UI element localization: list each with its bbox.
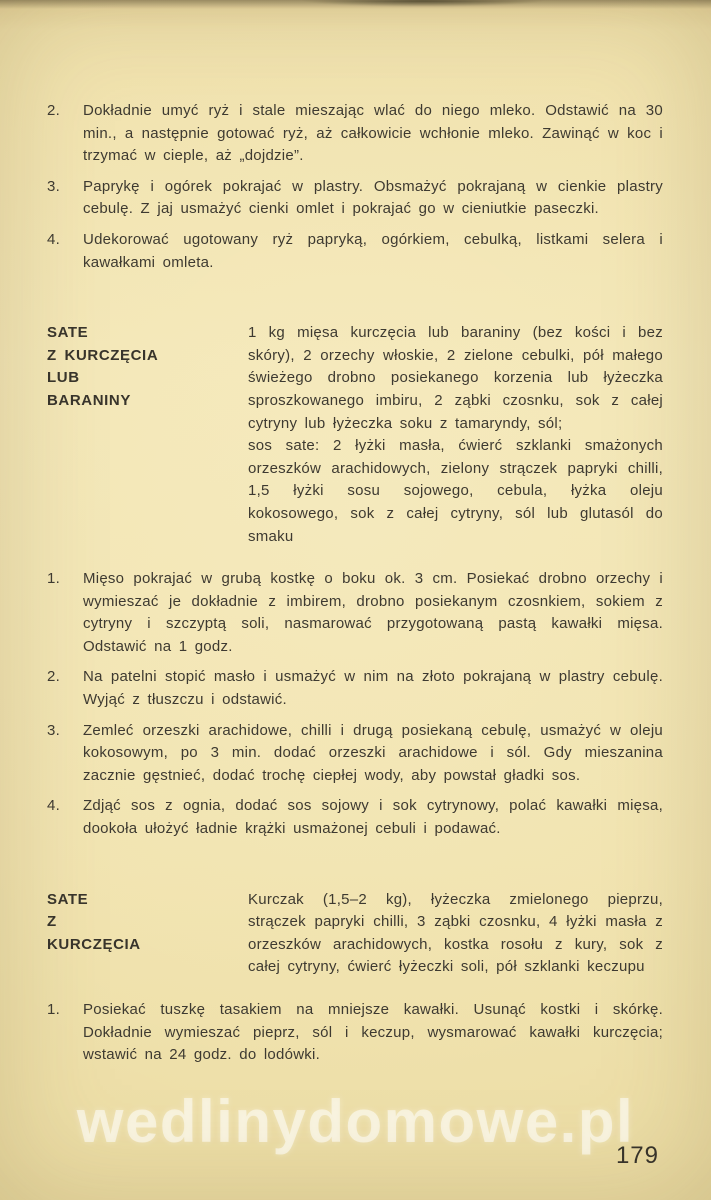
recipe-header xyxy=(47,889,663,979)
recipe-title xyxy=(47,889,248,979)
recipe-title-line: SATE xyxy=(47,324,89,342)
step-text: Dokładnie umyć ryż i stale mieszając wlać do niego mleko. Odstawić na 30 min., a następnie gotować ryż, aż całkowicie wchłonie mleko. Zawinąć w koc i trzymać w cieple, aż „dojdzie”. xyxy=(83,102,663,165)
recipe-sate-z-kurczecia-lub-baraniny xyxy=(47,322,663,840)
step-text: Mięso pokrajać w grubą kostkę o boku ok. 3 cm. Posiekać drobno orzechy i wymieszać je dokładnie z imbirem, drobno posiekanym czosnkiem, sokiem z cytryny i szczyptą soli, nasmarować przygotowaną pastą kawałki mięsa. Odstawić na 1 godz. xyxy=(83,570,663,655)
step-number: 1. xyxy=(47,570,61,588)
step-item xyxy=(47,568,663,658)
step-number: 2. xyxy=(47,668,61,686)
recipe-title-line: Z xyxy=(47,913,57,931)
step-number: 4. xyxy=(47,230,61,248)
page-number: 179 xyxy=(615,1142,659,1169)
step-item xyxy=(47,100,663,168)
step-number: 4. xyxy=(47,797,61,815)
recipe-title-line: LUB xyxy=(47,369,80,387)
step-text: Posiekać tuszkę tasakiem na mniejsze kawałki. Usunąć kostki i skórkę. Dokładnie wymieszać pieprz, sól i keczup, wysmarować kawałki kurczęcia; wstawić na 24 godz. do lodówki. xyxy=(83,1001,663,1064)
page-content xyxy=(47,100,663,1075)
step-number: 3. xyxy=(47,177,61,195)
step-item xyxy=(47,666,663,711)
step-item xyxy=(47,176,663,221)
step-item xyxy=(47,229,663,274)
step-number: 2. xyxy=(47,102,61,119)
step-text: Na patelni stopić masło i usmażyć w nim na złoto pokrajaną w plastry cebulę. Wyjąć z tłuszczu i odstawić. xyxy=(83,668,663,709)
recipe-title-line: SATE xyxy=(47,890,89,908)
recipe-title-line: BARANINY xyxy=(47,391,131,409)
step-text: Zdjąć sos z ognia, dodać sos sojowy i sok cytrynowy, polać kawałki mięsa, dookoła ułożyć ładnie krążki usmażonej cebuli i podawać. xyxy=(83,797,663,838)
step-number: 3. xyxy=(47,721,61,739)
step-number: 1. xyxy=(47,1001,61,1018)
recipe-steps xyxy=(47,999,663,1067)
recipe-title-line: KURCZĘCIA xyxy=(47,935,141,953)
ingredients-paragraph: sos sate: 2 łyżki masła, ćwierć szklanki smażonych orzeszków arachidowych, zielony strączek papryki chilli, 1,5 łyżki sosu sojowego, cebula, łyżka oleju kokosowego, sok z całej cytryny, sól lub glutasól do smaku xyxy=(248,437,663,545)
ingredients-paragraph: 1 kg mięsa kurczęcia lub baraniny (bez kości i bez skóry), 2 orzechy włoskie, 2 zielone cebulki, pół małego świeżego drobno posiekanego korzenia lub łyżeczka sproszkowanego imbiru, 2 ząbki czosnku, sok z całej cytryny lub łyżeczka soku z tamaryndy, sól; xyxy=(248,324,663,432)
recipe-title-line: Z KURCZĘCIA xyxy=(47,346,159,364)
step-item xyxy=(47,795,663,840)
step-item xyxy=(47,720,663,788)
step-item xyxy=(47,999,663,1067)
ingredients-paragraph: Kurczak (1,5–2 kg), łyżeczka zmielonego pieprzu, strączek papryki chilli, 3 ząbki czosnku, 4 łyżki masła z orzeszków arachidowych, kostka rosołu z kury, sok z całej cytryny, ćwierć łyżeczki soli, pół szklanki keczupu xyxy=(248,890,663,976)
carryover-recipe-steps xyxy=(47,100,663,274)
scan-edge-artifact xyxy=(288,0,558,9)
step-text: Paprykę i ogórek pokrajać w plastry. Obsmażyć pokrajaną w cienkie plastry cebulę. Z jaj usmażyć cienki omlet i pokrajać go w cieniutkie paseczki. xyxy=(83,177,663,218)
recipe-title xyxy=(47,322,248,548)
recipe-sate-z-kurczecia xyxy=(47,889,663,1067)
step-text: Udekorować ugotowany ryż papryką, ogórkiem, cebulką, listkami selera i kawałkami omleta. xyxy=(83,230,663,271)
step-text: Zemleć orzeszki arachidowe, chilli i drugą posiekaną cebulę, usmażyć w oleju kokosowym, po 3 min. dodać orzeszki arachidowe i sól. Gdy mieszanina zacznie gęstnieć, dodać trochę ciepłej wody, aby powstał gładki sos. xyxy=(83,721,663,784)
ingredients-block xyxy=(248,889,663,979)
recipe-steps xyxy=(47,568,663,841)
recipe-header xyxy=(47,322,663,548)
ingredients-block xyxy=(248,322,663,548)
watermark-text: wedlinydomowe.pl xyxy=(76,1088,635,1155)
